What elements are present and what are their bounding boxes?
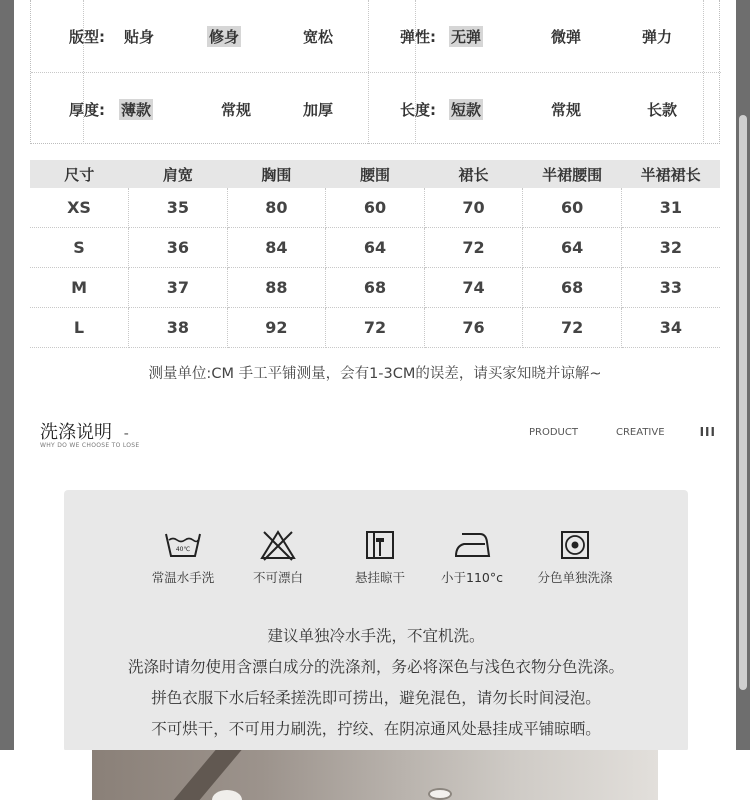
washing-title-text: 洗涤说明: [40, 422, 112, 443]
tag-creative: CREATIVE: [616, 427, 665, 438]
instruction-line: 建议单独冷水手洗，不宜机洗。: [267, 627, 485, 645]
length-option-regular: 常规: [551, 101, 582, 119]
thickness-option-thick: 加厚: [303, 101, 334, 119]
care-item-iron: [422, 528, 522, 586]
header-skirt-length: 半裙裙长: [621, 160, 720, 188]
iron-icon: [452, 528, 492, 562]
washing-subtitle: WHY DO WE CHOOSE TO LOSE: [40, 442, 140, 449]
fit-label: 版型:: [69, 28, 105, 46]
tag-product: PRODUCT: [529, 427, 578, 438]
instruction-line: 拼色衣服下水后轻柔搓洗即可捞出，避免混色，请勿长时间浸泡。: [151, 689, 601, 707]
care-label: 悬挂晾干: [354, 570, 405, 585]
fit-option-loose: 宽松: [303, 28, 334, 46]
table-cell: XS: [30, 188, 129, 228]
table-row: [30, 308, 720, 348]
table-cell: 64: [326, 228, 425, 268]
elasticity-option-none: 无弹: [451, 28, 482, 46]
thickness-label: 厚度:: [69, 101, 105, 119]
table-cell: 76: [424, 308, 523, 348]
washing-title: [40, 418, 129, 444]
thickness-option-thin: 薄款: [121, 101, 152, 119]
elasticity-label: 弹性:: [400, 28, 436, 46]
tag-roman-three: III: [699, 425, 716, 439]
size-table-header: [30, 160, 720, 188]
table-cell: 64: [523, 228, 622, 268]
table-cell: 70: [424, 188, 523, 228]
table-cell: 92: [227, 308, 326, 348]
fit-option-fitted: 贴身: [124, 28, 155, 46]
table-cell: 33: [621, 268, 720, 308]
table-cell: L: [30, 308, 129, 348]
care-item-separate-wash: [525, 528, 625, 586]
length-option-long: 长款: [647, 101, 678, 119]
care-label: 小于110°c: [441, 570, 503, 585]
table-row: [30, 188, 720, 228]
care-label: 分色单独洗涤: [537, 570, 613, 585]
table-cell: 60: [523, 188, 622, 228]
photo-ceiling-beam: [148, 750, 421, 800]
header-bust: 胸围: [227, 160, 326, 188]
table-cell: 68: [523, 268, 622, 308]
table-cell: 37: [129, 268, 228, 308]
right-frame: [736, 0, 750, 750]
photo-ceiling-lamp: [428, 788, 452, 800]
table-cell: 60: [326, 188, 425, 228]
grid-divider: [31, 72, 721, 73]
washing-title-dash: -: [123, 426, 129, 442]
header-skirt-waist: 半裙腰围: [523, 160, 622, 188]
length-label: 长度:: [400, 101, 436, 119]
header-shoulder: 肩宽: [129, 160, 228, 188]
table-cell: 38: [129, 308, 228, 348]
attribute-grid: [30, 0, 720, 144]
product-detail-page: [14, 0, 736, 750]
table-cell: 72: [424, 228, 523, 268]
table-cell: 84: [227, 228, 326, 268]
hang-dry-icon: [360, 528, 400, 562]
table-cell: 35: [129, 188, 228, 228]
fit-option-slim: 修身: [209, 28, 240, 46]
header-dress-length: 裙长: [424, 160, 523, 188]
measurement-note: 测量单位:CM 手工平铺测量，会有1-3CM的误差，请买家知晓并谅解~: [148, 366, 602, 382]
instruction-line: 洗涤时请勿使用含漂白成分的洗涤剂，务必将深色与浅色衣物分色洗涤。: [127, 658, 624, 676]
care-item-hang-dry: [330, 528, 430, 586]
thickness-option-regular: 常规: [221, 101, 252, 119]
table-cell: S: [30, 228, 129, 268]
elasticity-option-slight: 微弹: [551, 28, 582, 46]
table-cell: 88: [227, 268, 326, 308]
table-cell: 72: [326, 308, 425, 348]
table-cell: 74: [424, 268, 523, 308]
hand-wash-icon: [163, 528, 203, 562]
product-photo: [92, 750, 658, 800]
washing-instructions-panel: [64, 490, 688, 750]
elasticity-option-stretch: 弹力: [642, 28, 673, 46]
table-cell: 80: [227, 188, 326, 228]
care-label: 常温水手洗: [151, 570, 215, 585]
table-cell: M: [30, 268, 129, 308]
header-waist: 腰围: [326, 160, 425, 188]
table-cell: 32: [621, 228, 720, 268]
instruction-line: 不可烘干，不可用力刷洗，拧绞、在阴凉通风处悬挂成平铺晾晒。: [151, 720, 601, 738]
table-cell: 36: [129, 228, 228, 268]
wash-temperature: 40℃: [175, 546, 191, 553]
table-cell: 68: [326, 268, 425, 308]
care-item-no-bleach: [228, 528, 328, 586]
dry-clean-separately-icon: [555, 528, 595, 562]
table-cell: 31: [621, 188, 720, 228]
left-frame: [0, 0, 14, 750]
table-cell: 72: [523, 308, 622, 348]
table-row: [30, 268, 720, 308]
table-cell: 34: [621, 308, 720, 348]
care-item-hand-wash: [133, 528, 233, 586]
header-size: 尺寸: [30, 160, 129, 188]
care-label: 不可漂白: [252, 570, 303, 585]
scrollbar-thumb[interactable]: [739, 115, 747, 690]
table-row: [30, 228, 720, 268]
no-bleach-icon: [258, 528, 298, 562]
size-table: [30, 160, 720, 348]
length-option-short: 短款: [451, 101, 482, 119]
